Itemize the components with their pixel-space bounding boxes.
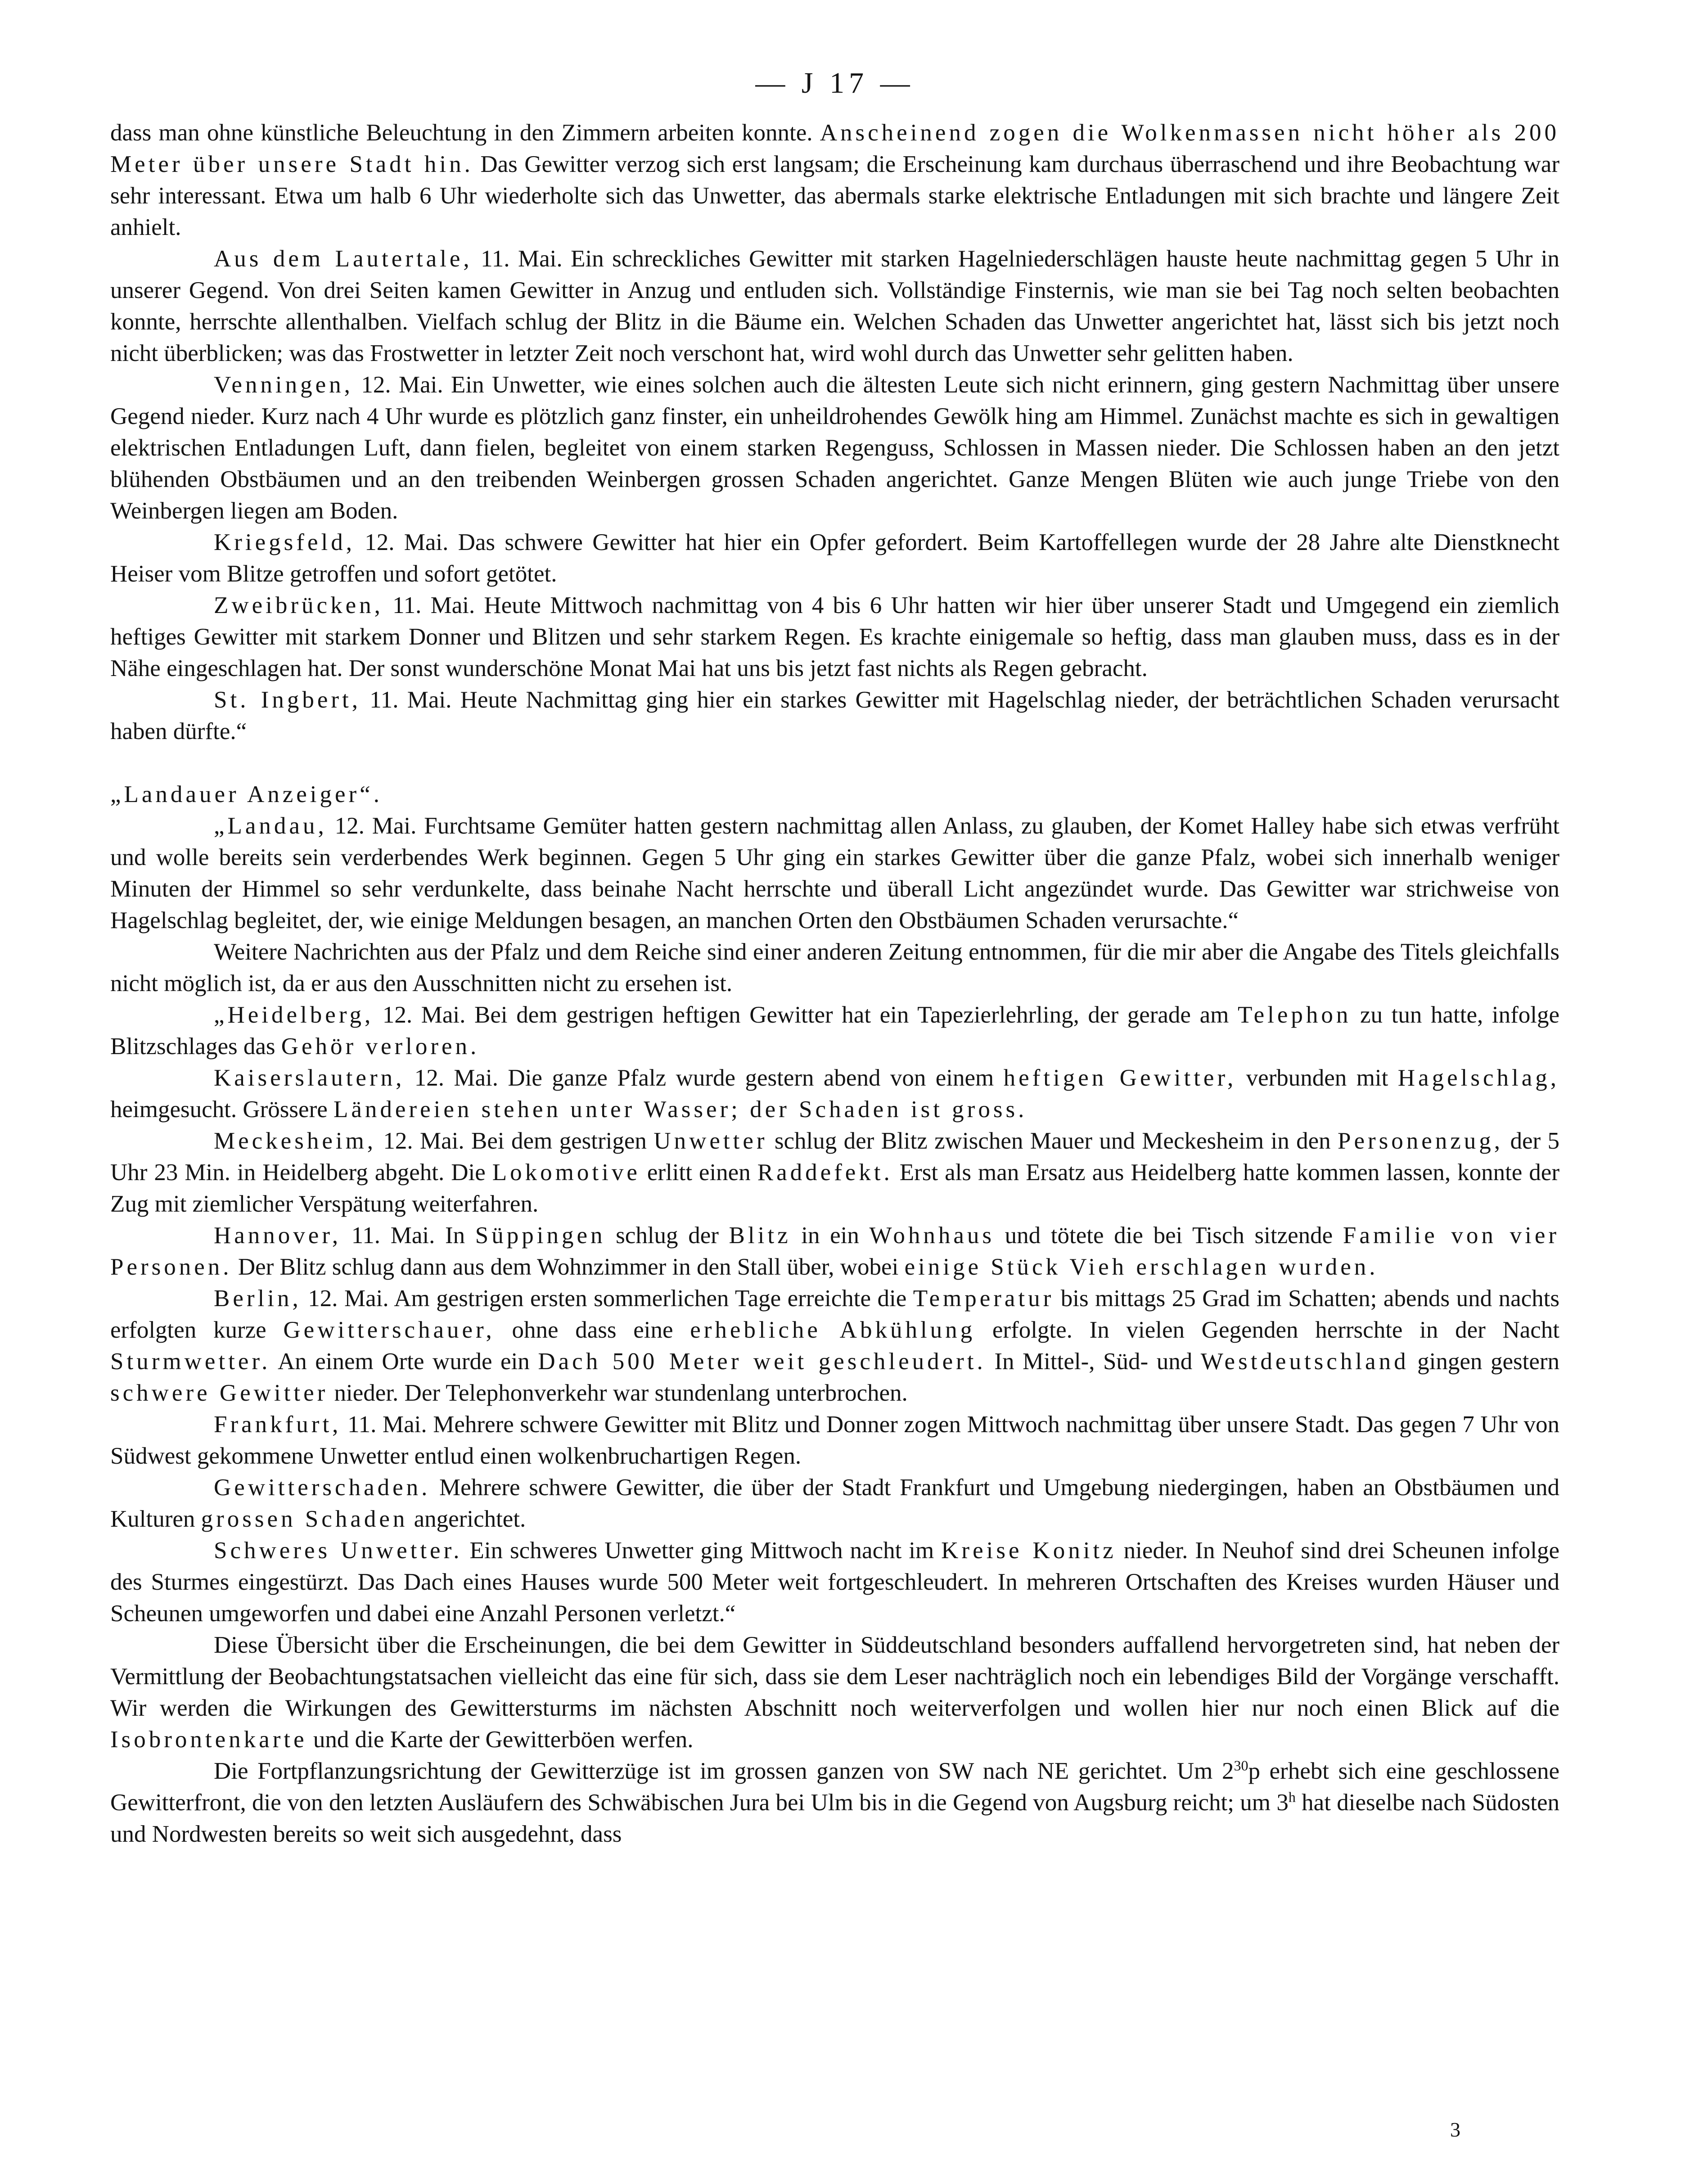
spaced-emphasis: Isobrontenkarte bbox=[110, 1727, 307, 1753]
spaced-emphasis: Gehör verloren. bbox=[281, 1033, 480, 1059]
page-header: — J 17 — bbox=[755, 67, 915, 99]
spaced-emphasis: heftigen Gewitter, bbox=[1003, 1065, 1237, 1091]
spaced-emphasis: schwere Gewitter bbox=[110, 1380, 329, 1406]
spaced-emphasis: St. Ingbert, bbox=[214, 687, 361, 713]
spaced-emphasis: Ländereien stehen unter Wasser; der Schaden ist gross. bbox=[333, 1096, 1028, 1123]
spaced-emphasis: Gewitterschaden. bbox=[214, 1474, 431, 1501]
spaced-emphasis: Sturmwetter. bbox=[110, 1348, 271, 1375]
spaced-emphasis: Telephon bbox=[1237, 1002, 1352, 1028]
spaced-emphasis: Schweres Unwetter. bbox=[214, 1537, 463, 1564]
spaced-emphasis: erhebliche Abkühlung bbox=[690, 1317, 976, 1343]
spaced-emphasis: Anscheinend zogen die Wolkenmassen nicht höher als 200 Meter über unsere Stadt hin. bbox=[110, 120, 1559, 177]
spaced-emphasis: Raddefekt. bbox=[757, 1159, 893, 1186]
paragraph: Kaiserslautern, 12. Mai. Die ganze Pfalz wurde gestern abend von einem heftigen Gewitter, verbunden mit Hagelschlag, heimgesucht. Grössere Ländereien stehen unter Wasser; der Schaden ist gross. bbox=[110, 1065, 1559, 1123]
spaced-emphasis: Zweibrücken, bbox=[214, 592, 383, 618]
spaced-emphasis: Unwetter bbox=[653, 1128, 768, 1154]
paragraph: Hannover, 11. Mai. In Süppingen schlug der Blitz in ein Wohnhaus und tötete die bei Tisch sitzende Familie von vier Personen. Der Blitz schlug dann aus dem Wohnzimmer in den Stall über, wobei einige Stück Vieh erschlagen wurden. bbox=[110, 1222, 1559, 1280]
superscript: h bbox=[1288, 1789, 1296, 1805]
paragraph: Die Fortpflanzungsrichtung der Gewitterzüge ist im grossen ganzen von SW nach NE gerichtet. Um $2^{30}p$ erhebt sich eine geschlossene Gewitterfront, die von den letzten Ausläufern des Schwäbischen Jura bei Ulm bis in die Gegend von Augsburg reicht; um 3$^h$ hat dieselbe nach Südosten und Nordwesten bereits so weit sich ausgedehnt, dass bbox=[110, 1757, 1559, 1847]
paragraph: St. Ingbert, 11. Mai. Heute Nachmittag ging hier ein starkes Gewitter mit Hagelschlag nieder, der beträchtlichen Schaden verursacht haben dürfte.“ bbox=[110, 687, 1559, 744]
paragraph: Zweibrücken, 11. Mai. Heute Mittwoch nachmittag von 4 bis 6 Uhr hatten wir hier über unserer Stadt und Umgegend ein ziemlich heftiges Gewitter mit starkem Donner und Blitzen und sehr starkem Regen. Es krachte einigemale so heftig, dass man glauben muss, dass es in der Nähe eingeschlagen hat. Der sonst wunderschöne Monat Mai hat uns bis jetzt fast nichts als Regen gebracht. bbox=[110, 592, 1559, 681]
spaced-emphasis: Hannover, bbox=[214, 1222, 342, 1249]
spaced-emphasis: Dach 500 Meter weit geschleudert. bbox=[538, 1348, 986, 1375]
body-text bbox=[110, 117, 1559, 1850]
spaced-emphasis: Kriegsfeld, bbox=[214, 529, 355, 555]
paragraph: „Heidelberg, 12. Mai. Bei dem gestrigen heftigen Gewitter hat ein Tapezierlehrling, der gerade am Telephon zu tun hatte, infolge Blitzschlages das Gehör verloren. bbox=[110, 1002, 1559, 1059]
spaced-emphasis: Aus dem Lautertale, bbox=[214, 246, 473, 272]
spaced-emphasis: „Landau, bbox=[214, 813, 327, 839]
spaced-emphasis: Kaiserslautern, bbox=[214, 1065, 405, 1091]
spaced-emphasis: Personenzug, bbox=[1337, 1128, 1504, 1154]
paragraph: Gewitterschaden. Mehrere schwere Gewitter, die über der Stadt Frankfurt und Umgebung niedergingen, haben an Obstbäumen und Kulturen grossen Schaden angerichtet. bbox=[110, 1474, 1559, 1532]
spaced-emphasis: Venningen, bbox=[214, 372, 353, 398]
spaced-emphasis: Kreise Konitz bbox=[941, 1537, 1117, 1564]
spaced-emphasis: Wohnhaus bbox=[869, 1222, 995, 1249]
spaced-emphasis: einige Stück Vieh erschlagen wurden. bbox=[904, 1254, 1379, 1280]
paragraph: Kriegsfeld, 12. Mai. Das schwere Gewitter hat hier ein Opfer gefordert. Beim Kartoffellegen wurde der 28 Jahre alte Dienstknecht Heiser vom Blitze getroffen und sofort getötet. bbox=[110, 529, 1559, 587]
paragraph: Weitere Nachrichten aus der Pfalz und dem Reiche sind einer anderen Zeitung entnommen, für die mir aber die Angabe des Titels gleichfalls nicht möglich ist, da er aus den Ausschnitten nicht zu ersehen ist. bbox=[110, 939, 1559, 996]
superscript: 30 bbox=[1234, 1757, 1248, 1774]
spaced-emphasis: „Landauer Anzeiger“. bbox=[110, 781, 383, 807]
spaced-emphasis: Hagelschlag, bbox=[1397, 1065, 1559, 1091]
spaced-emphasis: Meckesheim, bbox=[214, 1128, 377, 1154]
spaced-emphasis: „Heidelberg, bbox=[214, 1002, 374, 1028]
paragraph: Berlin, 12. Mai. Am gestrigen ersten sommerlichen Tage erreichte die Temperatur bis mittags 25 Grad im Schatten; abends und nachts erfolgten kurze Gewitterschauer, ohne dass eine erhebliche Abkühlung erfolgte. In vielen Gegenden herrschte in der Nacht Sturmwetter. An einem Orte wurde ein Dach 500 Meter weit geschleudert. In Mittel-, Süd- und Westdeutschland gingen gestern schwere Gewitter nieder. Der Telephonverkehr war stundenlang unterbrochen. bbox=[110, 1285, 1560, 1406]
paragraph bbox=[110, 779, 1559, 810]
spaced-emphasis: Gewitterschauer, bbox=[283, 1317, 495, 1343]
paragraph: Diese Übersicht über die Erscheinungen, die bei dem Gewitter in Süddeutschland besonders auffallend hervorgetreten sind, hat neben der Vermittlung der Beobachtungstatsachen vielleicht das eine für sich, dass sie dem Leser nachträglich noch ein lebendiges Bild der Vorgänge verschafft. Wir werden die Wirkungen des Gewittersturms im nächsten Abschnitt noch weiterverfolgen und wollen hier nur noch einen Blick auf die Isobrontenkarte und die Karte der Gewitterböen werfen. bbox=[110, 1632, 1559, 1753]
paragraph: Meckesheim, 12. Mai. Bei dem gestrigen Unwetter schlug der Blitz zwischen Mauer und Meckesheim in den Personenzug, der 5 Uhr 23 Min. in Heidelberg abgeht. Die Lokomotive erlitt einen Raddefekt. Erst als man Ersatz aus Heidelberg hatte kommen lassen, konnte der Zug mit ziemlicher Verspätung weiterfahren. bbox=[110, 1128, 1559, 1217]
spaced-emphasis: Blitz bbox=[729, 1222, 791, 1249]
sheet-signature: 3 bbox=[1450, 2118, 1460, 2141]
paragraph: Aus dem Lautertale, 11. Mai. Ein schreckliches Gewitter mit starken Hagelniederschlägen hauste heute nachmittag gegen 5 Uhr in unserer Gegend. Von drei Seiten kamen Gewitter in Anzug und entluden sich. Vollständige Finsternis, wie man sie bei Tag noch selten beobachten konnte, herrschte allenthalben. Vielfach schlug der Blitz in die Bäume ein. Welchen Schaden das Unwetter angerichtet hat, lässt sich bis jetzt noch nicht überblicken; was das Frostwetter in letzter Zeit noch verschont hat, wird wohl durch das Unwetter sehr gelitten haben. bbox=[110, 246, 1559, 366]
spaced-emphasis: grossen Schaden bbox=[201, 1506, 408, 1532]
spaced-emphasis: Familie von vier Personen. bbox=[110, 1222, 1559, 1280]
spaced-emphasis: Temperatur bbox=[913, 1285, 1055, 1312]
spaced-emphasis: Westdeutschland bbox=[1200, 1348, 1409, 1375]
spaced-emphasis: Lokomotive bbox=[492, 1159, 640, 1186]
paragraph: Frankfurt, 11. Mai. Mehrere schwere Gewitter mit Blitz und Donner zogen Mittwoch nachmittag über unsere Stadt. Das gegen 7 Uhr von Südwest gekommene Unwetter entlud einen wolkenbruchartigen Regen. bbox=[110, 1411, 1559, 1469]
paragraph: dass man ohne künstliche Beleuchtung in den Zimmern arbeiten konnte. Anscheinend zogen die Wolkenmassen nicht höher als 200 Meter über unsere Stadt hin. Das Gewitter verzog sich erst langsam; die Erscheinung kam durchaus überraschend und ihre Beobachtung war sehr interessant. Etwa um halb 6 Uhr wiederholte sich das Unwetter, das abermals starke elektrische Entladungen mit sich brachte und längere Zeit anhielt. bbox=[110, 120, 1559, 240]
spaced-emphasis: Frankfurt, bbox=[214, 1411, 342, 1438]
paragraph: „Landau, 12. Mai. Furchtsame Gemüter hatten gestern nachmittag allen Anlass, zu glauben, der Komet Halley habe sich etwas verfrüht und wolle bereits sein verderbendes Werk beginnen. Gegen 5 Uhr ging ein starkes Gewitter über die ganze Pfalz, wobei sich innerhalb weniger Minuten der Himmel so sehr verdunkelte, dass beinahe Nacht herrschte und überall Licht angezündet wurde. Das Gewitter war strichweise von Hagelschlag begleitet, der, wie einige Meldungen besagen, an manchen Orten den Obstbäumen Schaden verursachte.“ bbox=[110, 813, 1559, 933]
spaced-emphasis: Berlin, bbox=[214, 1285, 302, 1312]
spaced-emphasis: Süppingen bbox=[475, 1222, 606, 1249]
paragraph: Venningen, 12. Mai. Ein Unwetter, wie eines solchen auch die ältesten Leute sich nicht erinnern, ging gestern Nachmittag über unsere Gegend nieder. Kurz nach 4 Uhr wurde es plötzlich ganz finster, ein unheildrohendes Gewölk hing am Himmel. Zunächst machte es sich in gewaltigen elektrischen Entladungen Luft, dann fielen, begleitet von einem starken Regenguss, Schlossen in Massen nieder. Die Schlossen haben an den jetzt blühenden Obstbäumen und an den treibenden Weinbergen grossen Schaden angerichtet. Ganze Mengen Blüten wie auch junge Triebe von den Weinbergen liegen am Boden. bbox=[110, 372, 1559, 524]
paragraph: Schweres Unwetter. Ein schweres Unwetter ging Mittwoch nacht im Kreise Konitz nieder. In Neuhof sind drei Scheunen infolge des Sturmes eingestürzt. Das Dach eines Hauses wurde 500 Meter weit fortgeschleudert. In mehreren Ortschaften des Kreises wurden Häuser und Scheunen umgeworfen und dabei eine Anzahl Personen verletzt.“ bbox=[110, 1537, 1559, 1627]
